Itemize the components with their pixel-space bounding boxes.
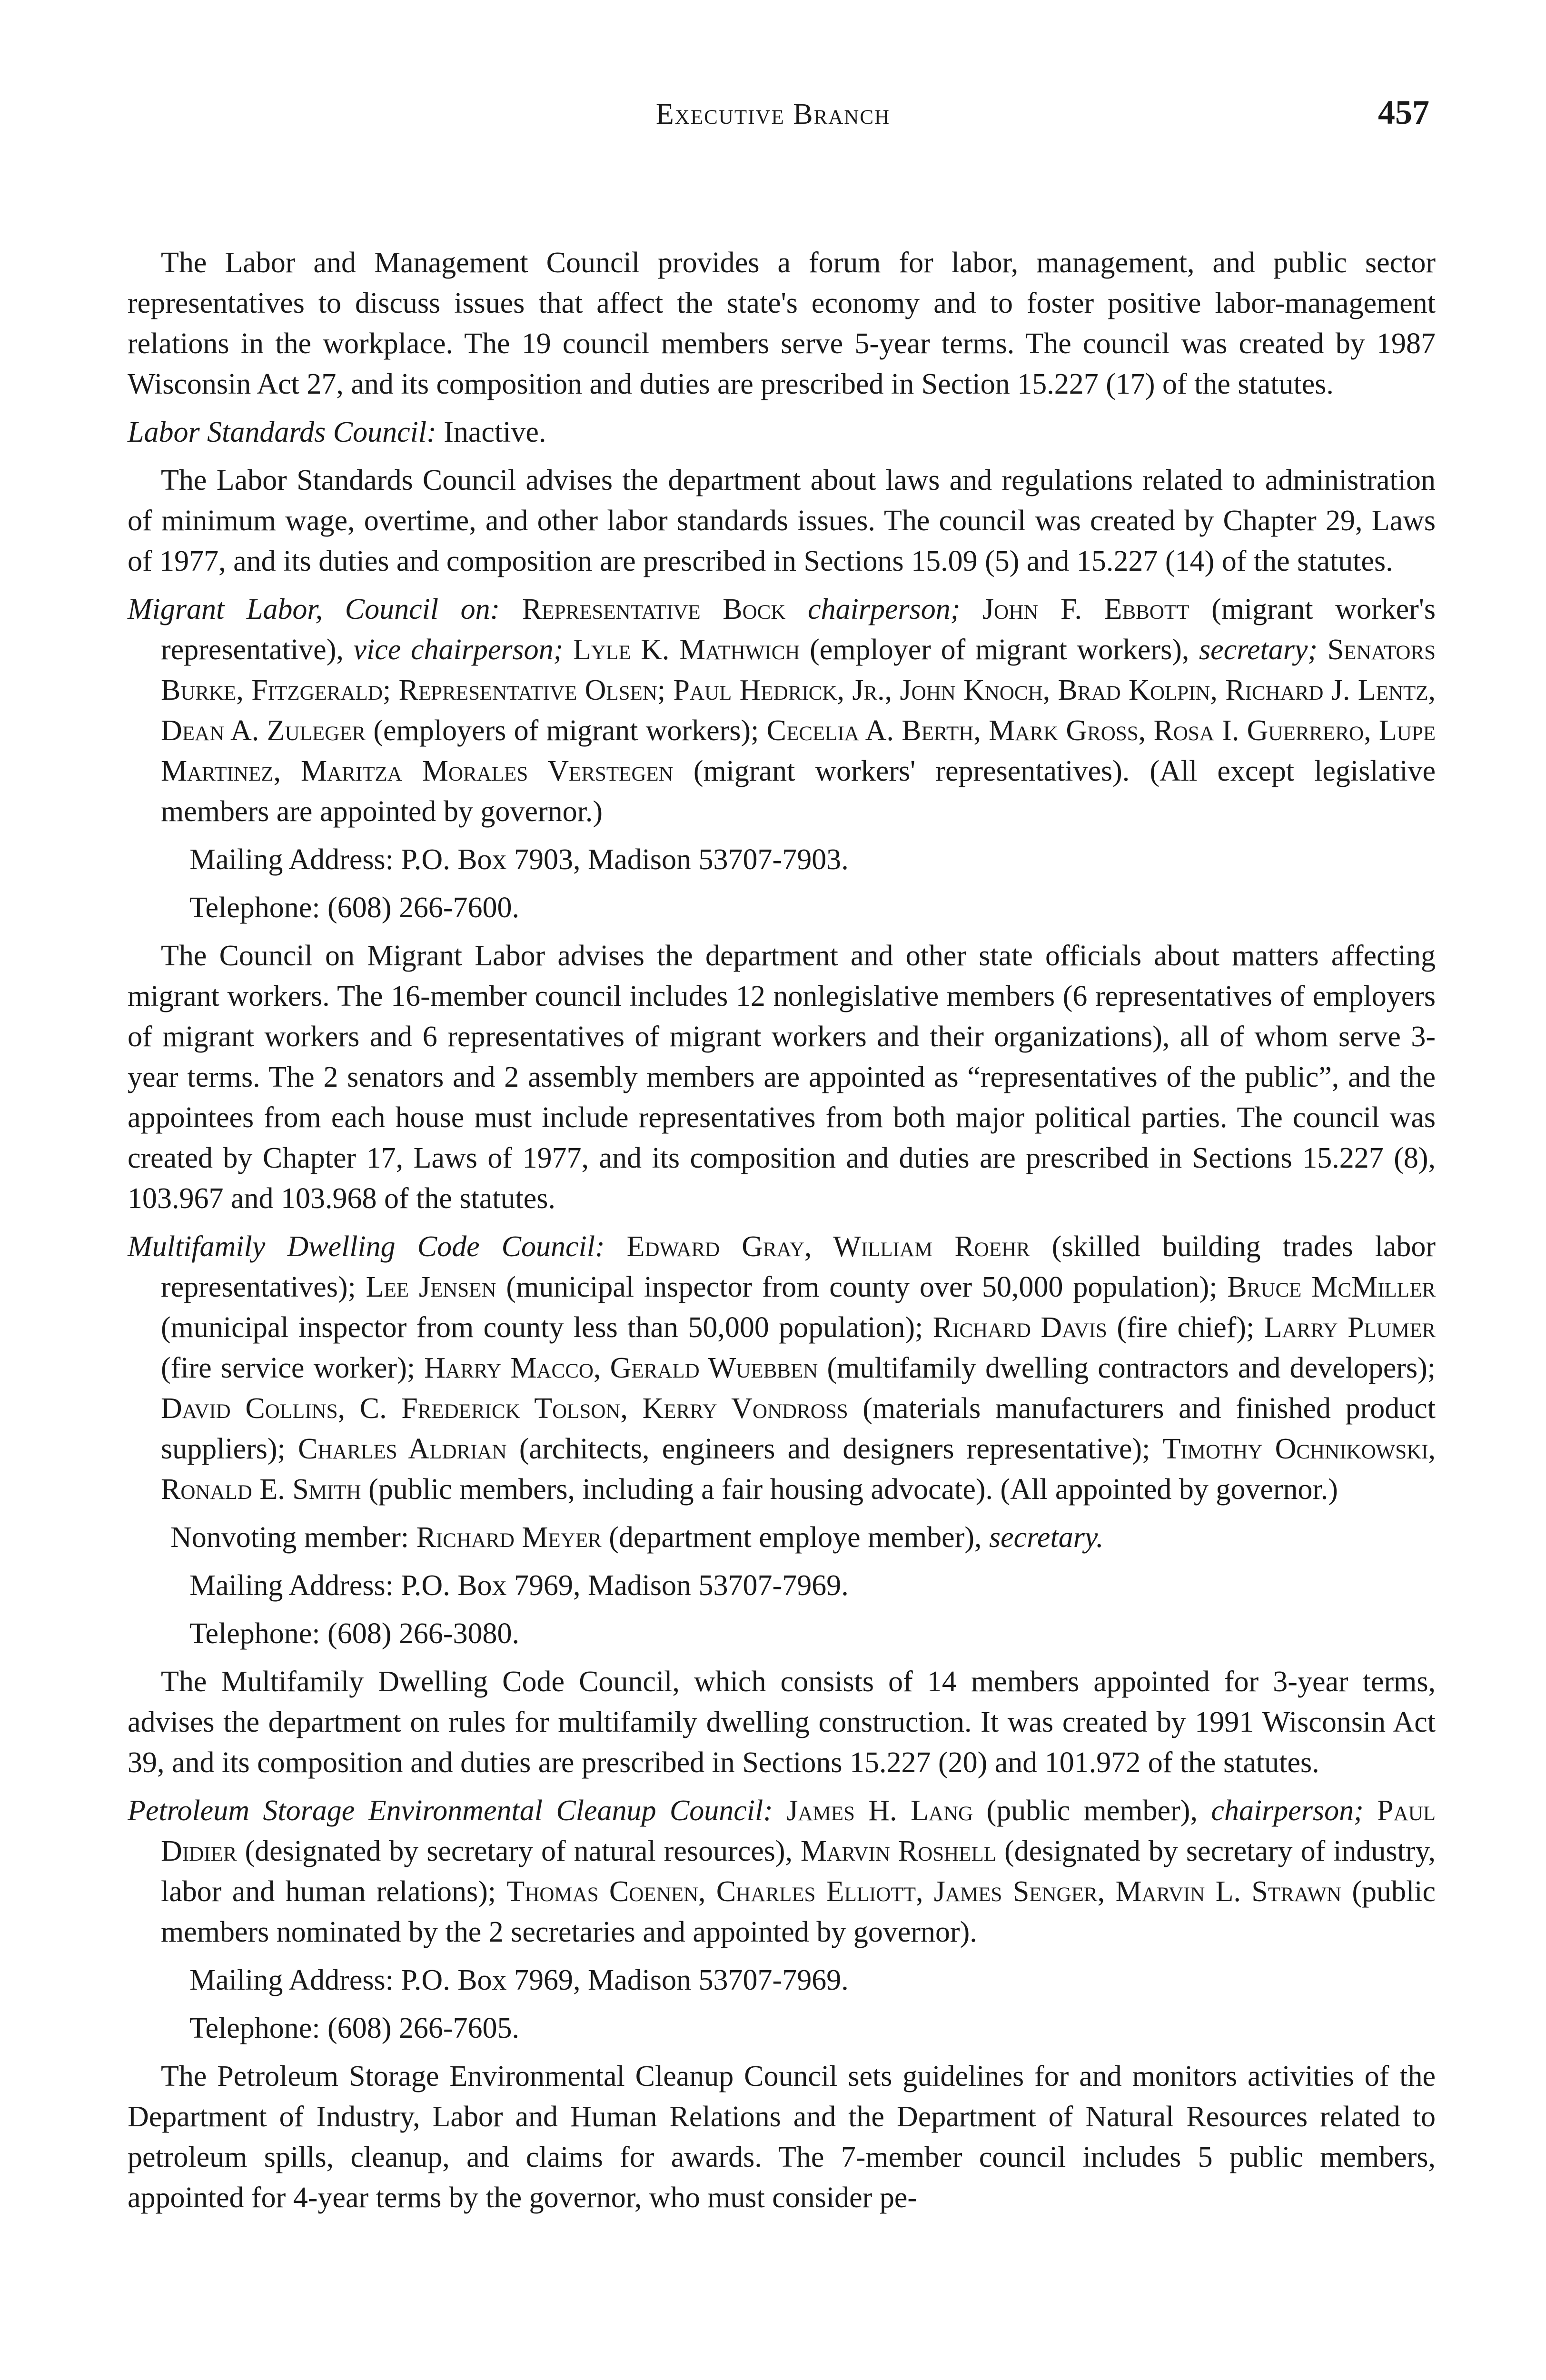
multifamily-telephone: Telephone: (608) 266-3080. [189,1617,519,1650]
member-note: (fire service worker); [161,1352,416,1384]
migrant-labor-title: Migrant Labor, Council on: [128,593,500,625]
member-name: Thomas Coenen, Charles Elliott, James Senger, Marvin L. Strawn [506,1875,1342,1908]
member-name: Lyle K. Mathwich [573,634,800,666]
member-note: (municipal inspector from county less than 50,000 population); [161,1311,923,1344]
member-note: (materials manufacturers and finished product suppliers); [161,1392,1436,1465]
member-note: (designated by secretary of industry, labor and human relations); [161,1835,1436,1908]
member-name: Marvin Roshell [801,1835,997,1867]
member-note: (public members nominated by the 2 secretaries and appointed by governor). [161,1875,1436,1948]
member-name: Harry Macco, Gerald Wuebben [424,1352,818,1384]
multifamily-nonvoting-member [128,1517,1436,1558]
member-name: Cecelia A. Berth, Mark Gross, Rosa I. Guerrero, Lupe Martinez, Maritza Morales Verstegen [161,714,1436,787]
member-role: chairperson; [808,593,961,625]
migrant-labor-telephone: Telephone: (608) 266-7600. [189,892,519,924]
running-head: Executive Branch [655,98,891,130]
member-name: Representative Bock [522,593,786,625]
member-name: Paul Hedrick, Jr., John Knoch, Brad Kolpin, Richard J. Lentz, Dean A. Zuleger [161,674,1436,747]
member-note: (architects, engineers and designers representative); [519,1433,1150,1465]
nonvoting-label: Nonvoting member: [170,1521,409,1554]
member-role: vice chairperson; [353,634,564,666]
legislative-members: Senators Burke, Fitzgerald; Representative Olsen; [161,634,1436,706]
petroleum-description: The Petroleum Storage Environmental Cleanup Council sets guidelines for and monitors activities of the Department of Industry, Labor and Human Relations and the Department of Natural Resources related to petroleum spills, cleanup, and claims for awards. The 7-member council includes 5 public members, appointed for 4-year terms by the governor, who must consider pe- [128,2060,1436,2214]
member-note: (public members, including a fair housing advocate). (All appointed by governor.) [368,1473,1338,1506]
multifamily-title: Multifamily Dwelling Code Council: [128,1230,605,1263]
member-note: (municipal inspector from county over 50,000 population); [506,1271,1218,1303]
member-role: secretary; [1199,634,1318,666]
member-name: Paul Didier [161,1795,1436,1867]
petroleum-title: Petroleum Storage Environmental Cleanup Council: [128,1795,773,1827]
migrant-labor-mailing-address: Mailing Address: P.O. Box 7903, Madison 53707-7903. [189,843,849,876]
labor-standards-description: The Labor Standards Council advises the department about laws and regulations related to administration of minimum wage, overtime, and other labor standards issues. The council was created by Chapter 29, Laws of 1977, and its duties and composition are prescribed in Sections 15.09 (5) and 15.227 (14) of the statutes. [128,464,1436,577]
member-name: Timothy Ochnikowski, Ronald E. Smith [161,1433,1436,1506]
member-role: secretary. [989,1521,1104,1554]
member-note: (public member), [986,1795,1198,1827]
member-name: Larry Plumer [1264,1311,1436,1344]
member-note: (employer of migrant workers), [810,634,1189,666]
member-name: Charles Aldrian [298,1433,507,1465]
labor-standards-status: Inactive. [444,416,546,448]
migrant-labor-entry [128,589,1436,832]
member-name: James H. Lang [786,1795,973,1827]
member-note: (migrant workers' representatives). (All except legislative members are appointed by governor.) [161,755,1436,828]
petroleum-entry [128,1791,1436,1953]
migrant-labor-description: The Council on Migrant Labor advises the department and other state officials about matters affecting migrant workers. The 16-member council includes 12 nonlegislative members (6 representatives of employers of migrant workers and 6 representatives of migrant workers and their organizations), all of whom serve 3-year terms. The 2 senators and 2 assembly members are appointed as “representatives of the public”, and the appointees from each house must include representatives from both major political parties. The council was created by Chapter 17, Laws of 1977, and its composition and duties are prescribed in Sections 15.227 (8), 103.967 and 103.968 of the statutes. [128,940,1436,1215]
member-note: (fire chief); [1117,1311,1255,1344]
multifamily-entry [128,1227,1436,1510]
member-name: John F. Ebbott [982,593,1189,625]
member-note: (migrant worker's representative), [161,593,1436,666]
petroleum-telephone: Telephone: (608) 266-7605. [189,2012,519,2044]
member-note: (employers of migrant workers); [373,714,759,747]
member-note: (designated by secretary of natural resources), [245,1835,793,1867]
member-name: David Collins, C. Frederick Tolson, Kerry Vondross [161,1392,848,1425]
labor-management-description: The Labor and Management Council provides a forum for labor, management, and public sector representatives to discuss issues that affect the state's economy and to foster positive labor-management relations in the workplace. The 19 council members serve 5-year terms. The council was created by 1987 Wisconsin Act 27, and its composition and duties are prescribed in Section 15.227 (17) of the statutes. [128,247,1436,400]
labor-standards-title: Labor Standards Council: [128,416,436,448]
member-name: Richard Meyer [416,1521,602,1554]
member-role: chairperson; [1211,1795,1364,1827]
content [128,243,1436,2226]
member-note: (multifamily dwelling contractors and developers); [827,1352,1436,1384]
multifamily-description: The Multifamily Dwelling Code Council, which consists of 14 members appointed for 3-year terms, advises the department on rules for multifamily dwelling construction. It was created by 1991 Wisconsin Act 39, and its composition and duties are prescribed in Sections 15.227 (20) and 101.972 of the statutes. [128,1666,1436,1779]
page-number: 457 [1378,93,1429,131]
multifamily-mailing-address: Mailing Address: P.O. Box 7969, Madison 53707-7969. [189,1569,849,1602]
member-name: Richard Davis [932,1311,1107,1344]
member-note: (skilled building trades labor representatives); [161,1230,1436,1303]
member-name: Lee Jensen [366,1271,496,1303]
petroleum-mailing-address: Mailing Address: P.O. Box 7969, Madison 53707-7969. [189,1964,849,1996]
labor-standards-entry [128,412,1436,453]
member-name: Bruce McMiller [1227,1271,1436,1303]
member-note: (department employe member), [609,1521,982,1554]
member-name: Edward Gray, William Roehr [626,1230,1030,1263]
